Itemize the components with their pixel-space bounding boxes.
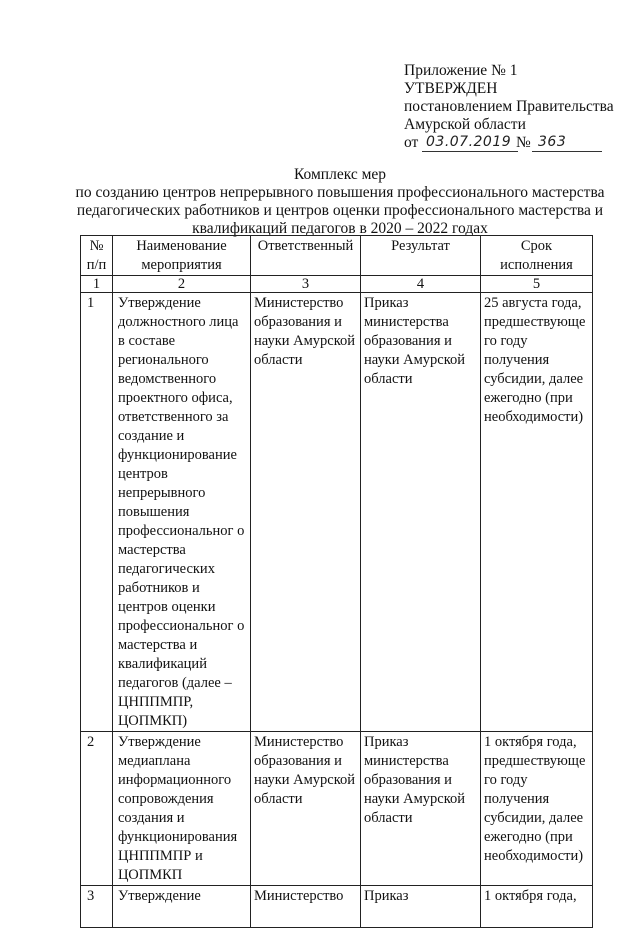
measures-table	[80, 235, 593, 928]
row-name: Утверждение должностного лица в составе регионального ведомственного проектного офиса, ответственного за создание и функционирование центров непрерывного повышения профессиональног о мастерства педагогических работников и центров оценки профессиональног о мастерства и квалификаций педагогов (далее – ЦНППМПР, ЦОПМКП)	[113, 293, 251, 732]
row-result: Приказ министерства образования и науки Амурской области	[361, 732, 481, 886]
row-responsible: Министерство образования и науки Амурской области	[251, 293, 361, 732]
table-row	[81, 886, 593, 928]
column-number: 3	[251, 276, 361, 293]
approval-date-line	[404, 134, 614, 152]
column-numbers-row	[81, 276, 593, 293]
header-responsible: Ответственный	[251, 236, 361, 276]
header-result: Результат	[361, 236, 481, 276]
row-name: Утверждение медиаплана информационного сопровождения создания и функционирования ЦНППМПР и ЦОПМКП	[113, 732, 251, 886]
document-subtitle: по созданию центров непрерывного повышения профессионального мастерства педагогических работников и центров оценки профессионального мастерства и квалификаций педагогов в 2020 – 2022 годах	[75, 184, 605, 237]
header-number: № п/п	[81, 236, 113, 276]
table-row	[81, 293, 593, 732]
document-title: Комплекс мер	[293, 166, 387, 183]
header-name: Наименование мероприятия	[113, 236, 251, 276]
row-responsible: Министерство образования и науки Амурской области	[251, 732, 361, 886]
table-header-row	[81, 236, 593, 276]
from-label: от	[404, 134, 419, 151]
row-number: 2	[81, 732, 113, 886]
column-number: 4	[361, 276, 481, 293]
number-sign: №	[516, 134, 531, 151]
row-deadline: 25 августа года, предшествующе го году получения субсидии, далее ежегодно (при необходимости)	[481, 293, 593, 732]
row-name: Утверждение	[113, 886, 251, 928]
row-result: Приказ	[361, 886, 481, 928]
handwritten-date: 03.07.2019	[426, 134, 512, 150]
approval-block	[404, 62, 614, 152]
appendix-label: Приложение № 1	[404, 62, 518, 79]
row-responsible: Министерство	[251, 886, 361, 928]
row-result: Приказ министерства образования и науки Амурской области	[361, 293, 481, 732]
approved-label: УТВЕРЖДЕН	[404, 80, 498, 97]
row-number: 3	[81, 886, 113, 928]
column-number: 1	[81, 276, 113, 293]
row-number: 1	[81, 293, 113, 732]
date-underline	[422, 151, 518, 152]
table-row	[81, 732, 593, 886]
header-deadline: Срок исполнения	[481, 236, 593, 276]
row-deadline: 1 октября года,	[481, 886, 593, 928]
handwritten-number: 363	[538, 134, 567, 150]
column-number: 5	[481, 276, 593, 293]
row-deadline: 1 октября года, предшествующе го году получения субсидии, далее ежегодно (при необходимости)	[481, 732, 593, 886]
column-number: 2	[113, 276, 251, 293]
number-underline	[532, 151, 602, 152]
region-label: Амурской области	[404, 116, 526, 133]
resolution-label: постановлением Правительства	[404, 98, 614, 115]
